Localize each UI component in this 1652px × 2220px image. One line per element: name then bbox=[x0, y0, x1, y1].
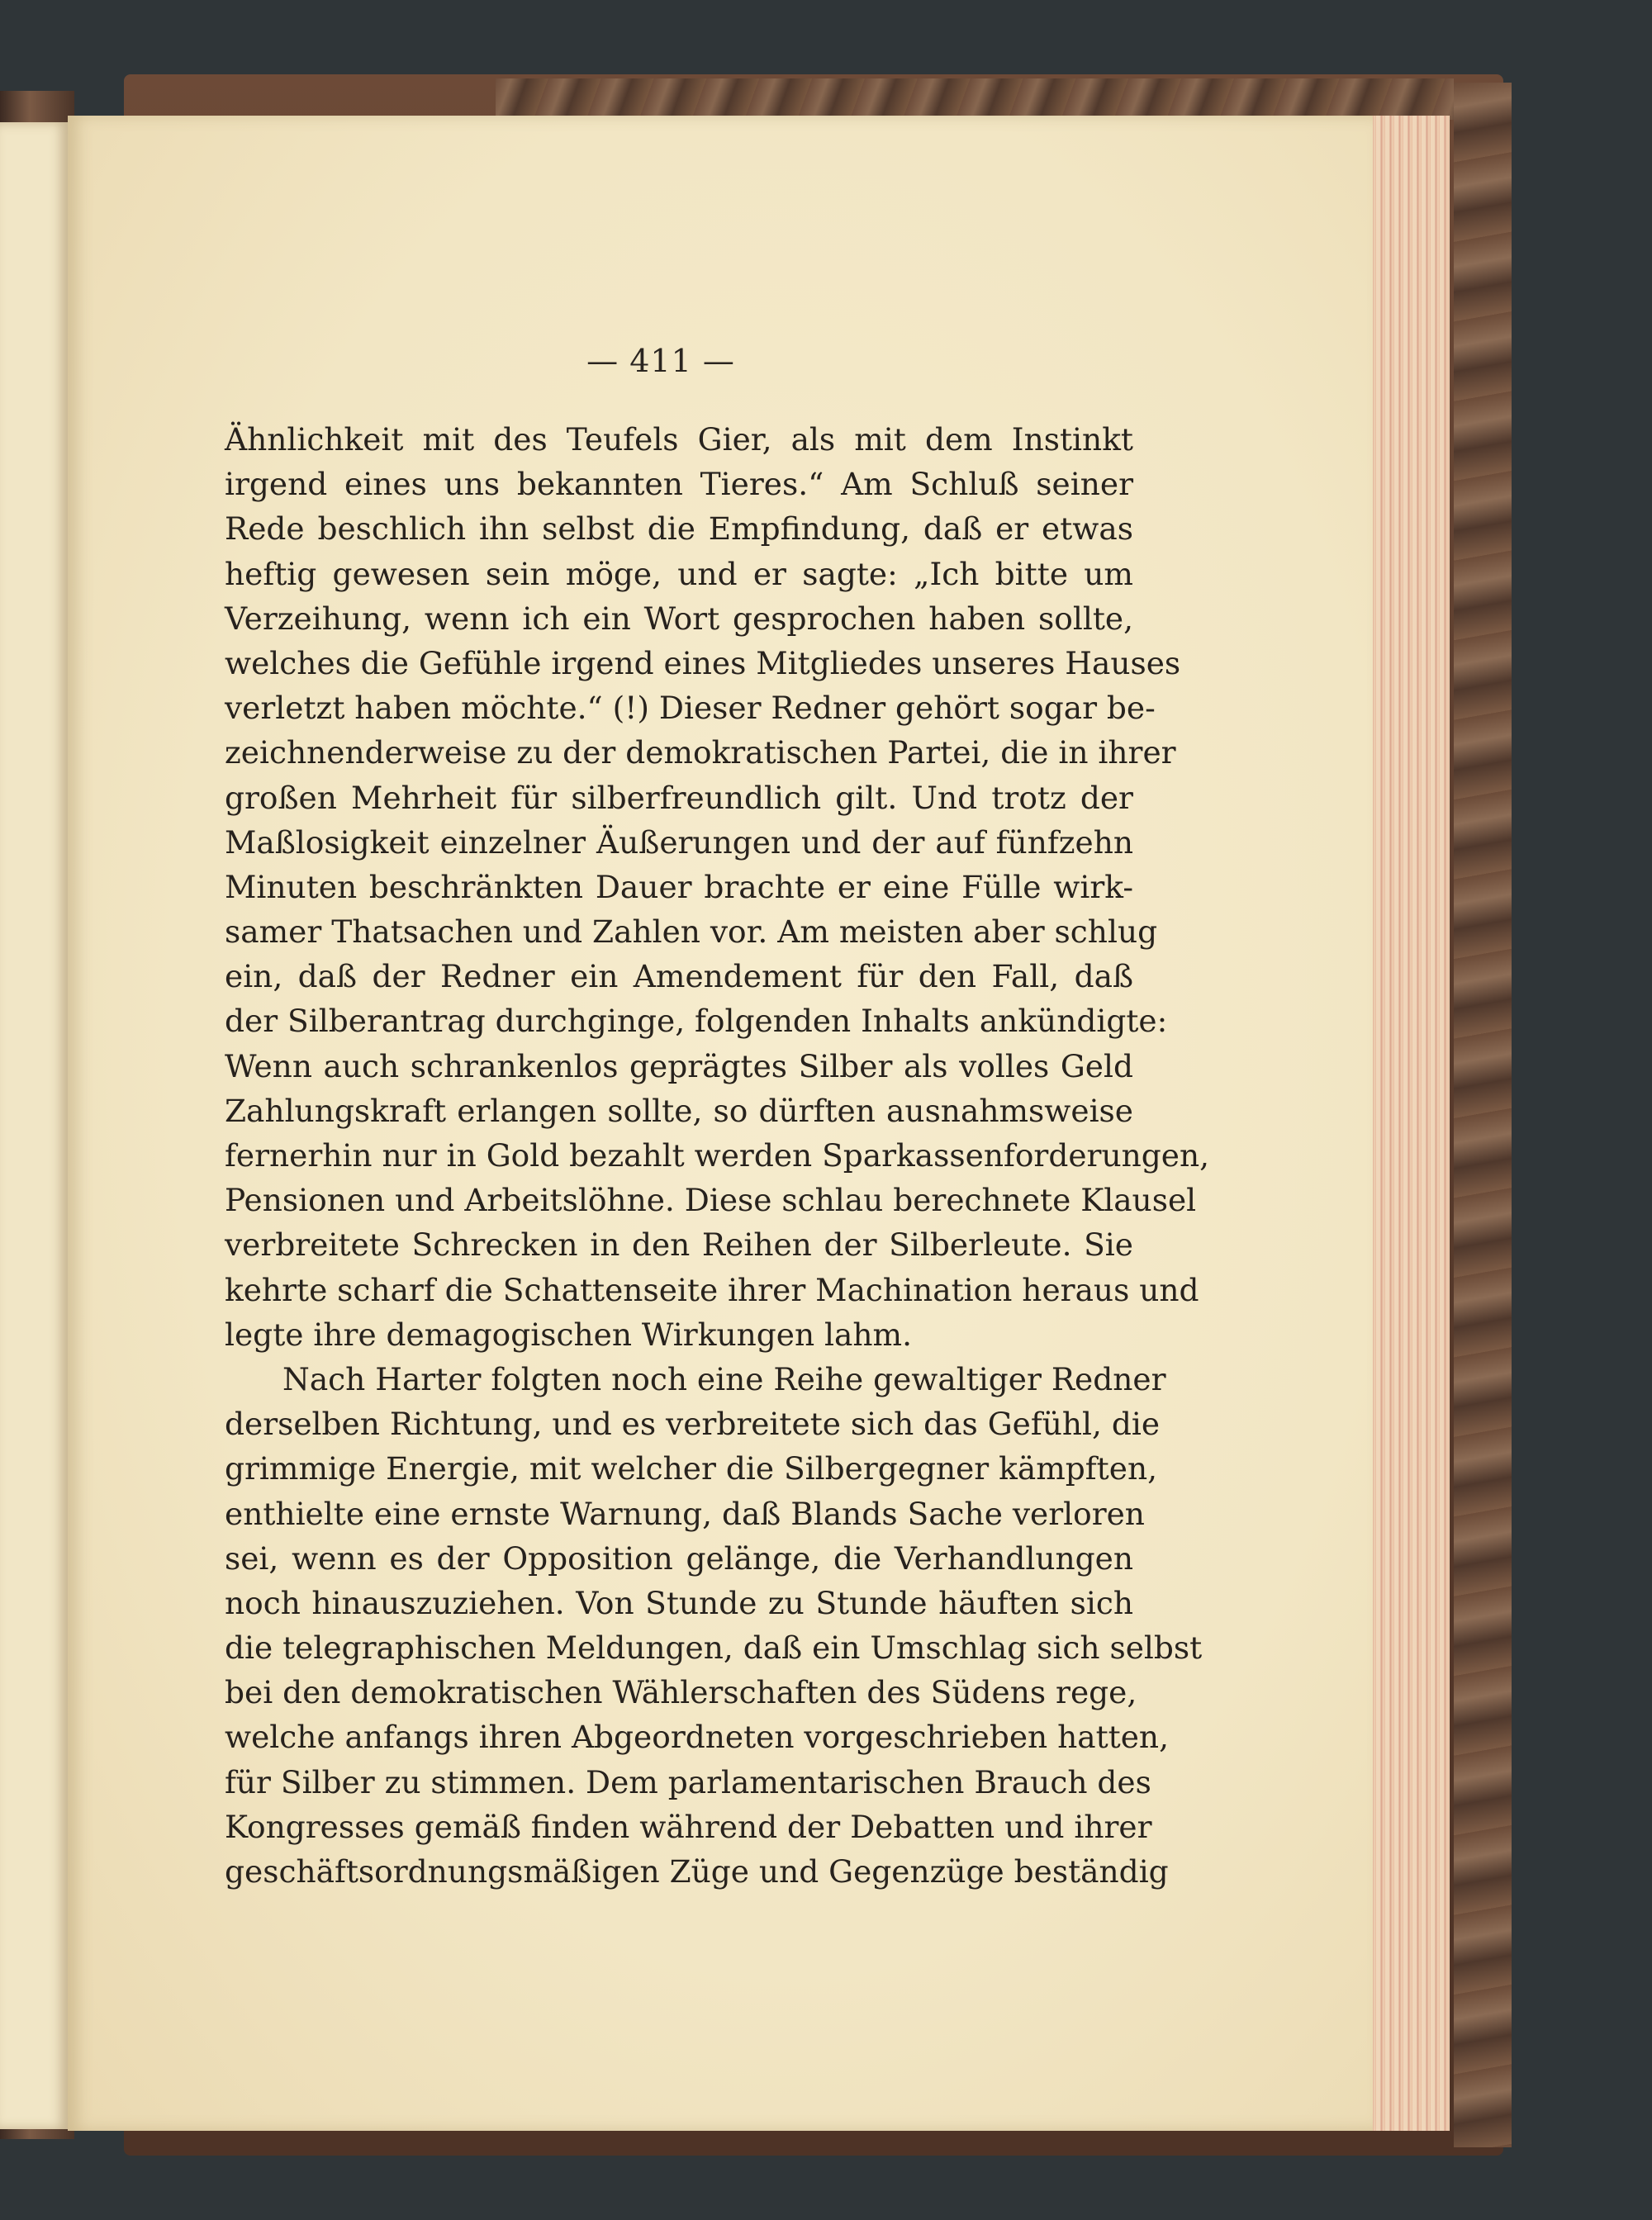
text-line: bei den demokratischen Wählerschaften des Südens rege, bbox=[225, 1674, 1137, 1711]
text-line: grimmige Energie, mit welcher die Silbergegner kämpften, bbox=[225, 1450, 1158, 1487]
text-line: welches die Gefühle irgend eines Mitgliedes unseres Hauses bbox=[225, 644, 1181, 681]
marbled-cover-right bbox=[1454, 83, 1512, 2147]
text-line: Nach Harter folgten noch eine Reihe gewaltiger Redner bbox=[282, 1360, 1166, 1397]
text-line: für Silber zu stimmen. Dem parlamentarischen Brauch des bbox=[225, 1763, 1151, 1800]
text-line: derselben Richtung, und es verbreitete sich das Gefühl, die bbox=[225, 1406, 1161, 1443]
page-number: — 411 — bbox=[586, 343, 735, 379]
text-line: ein, daß der Redner ein Amendement für den Fall, daß bbox=[225, 958, 1133, 995]
text-line: samer Thatsachen und Zahlen vor. Am meisten aber schlug bbox=[225, 913, 1158, 951]
text-line: fernerhin nur in Gold bezahlt werden Sparkassenforderungen, bbox=[225, 1137, 1210, 1174]
text-line: Rede beschlich ihn selbst die Empfindung, daß er etwas bbox=[225, 510, 1133, 548]
text-line: Maßlosigkeit einzelner Äußerungen und der auf fünfzehn bbox=[225, 823, 1133, 861]
text-line: Wenn auch schrankenlos geprägtes Silber als volles Geld bbox=[225, 1047, 1133, 1084]
text-line: heftig gewesen sein möge, und er sagte: „Ich bitte um bbox=[225, 555, 1133, 592]
left-page-sliver bbox=[0, 122, 68, 2129]
text-line: Verzeihung, wenn ich ein Wort gesprochen haben sollte, bbox=[225, 600, 1133, 637]
text-line: der Silberantrag durchginge, folgenden Inhalts ankündigte: bbox=[225, 1003, 1168, 1040]
text-line: Minuten beschränkten Dauer brachte er eine Fülle wirk- bbox=[225, 868, 1133, 905]
text-line: kehrte scharf die Schattenseite ihrer Machination heraus und bbox=[225, 1271, 1199, 1308]
text-line: geschäftsordnungsmäßigen Züge und Gegenzüge beständig bbox=[225, 1853, 1169, 1890]
text-line: noch hinauszuziehen. Von Stunde zu Stunde häuften sich bbox=[225, 1584, 1133, 1621]
body-text bbox=[225, 417, 1210, 1894]
text-line: enthielte eine ernste Warnung, daß Blands Sache verloren bbox=[225, 1495, 1145, 1532]
marbled-cover-top bbox=[496, 78, 1454, 120]
text-line: Zahlungskraft erlangen sollte, so dürften ausnahmsweise bbox=[225, 1092, 1133, 1129]
text-line: Kongresses gemäß finden während der Debatten und ihrer bbox=[225, 1808, 1152, 1845]
text-line: zeichnenderweise zu der demokratischen Partei, die in ihrer bbox=[225, 734, 1176, 771]
text-line: sei, wenn es der Opposition gelänge, die Verhandlungen bbox=[225, 1539, 1133, 1577]
text-line: großen Mehrheit für silberfreundlich gilt. Und trotz der bbox=[225, 779, 1133, 816]
text-line: welche anfangs ihren Abgeordneten vorgeschrieben hatten, bbox=[225, 1719, 1169, 1756]
page-stack-edges bbox=[1367, 116, 1450, 2131]
text-line: legte ihre demagogischen Wirkungen lahm. bbox=[225, 1316, 912, 1353]
text-line: Pensionen und Arbeitslöhne. Diese schlau berechnete Klausel bbox=[225, 1182, 1197, 1219]
text-line: irgend eines uns bekannten Tieres.“ Am Schluß seiner bbox=[225, 466, 1133, 503]
text-line: die telegraphischen Meldungen, daß ein Umschlag sich selbst bbox=[225, 1629, 1203, 1667]
text-line: verletzt haben möchte.“ (!) Dieser Redner gehört sogar be- bbox=[225, 690, 1156, 727]
text-line: verbreitete Schrecken in den Reihen der Silberleute. Sie bbox=[225, 1226, 1133, 1264]
text-line: Ähnlichkeit mit des Teufels Gier, als mit dem Instinkt bbox=[225, 421, 1133, 458]
